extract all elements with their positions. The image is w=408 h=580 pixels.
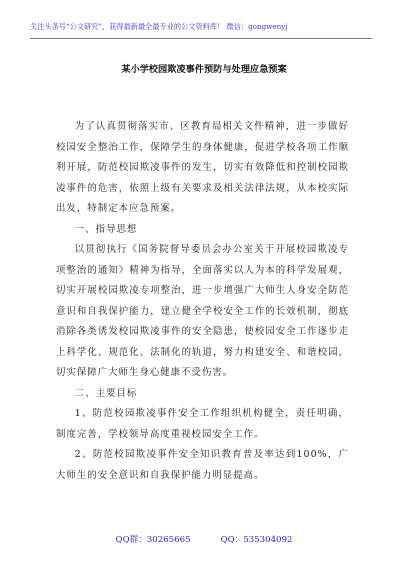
- header-divider: [30, 38, 372, 39]
- document-body: [56, 117, 349, 486]
- intro-paragraph: 为了认真贯彻落实市、区教育局相关文件精神，进一步做好校园安全整治工作，保障学生的身体健康，促进学校各项工作顺利开展，防范校园欺凌事件的发生，切实有效降低和控制校园欺凌事件的危害，依照上级有关要求及相关法律法规，从本校实际出发，特制定本应急预案。: [56, 121, 349, 214]
- page-header-notice: 关注头条号“公文研究”，获得最新最全最专业的公文资料库！ 微信：gongwenyj: [30, 22, 288, 31]
- goal-item-1: 1、防范校园欺凌事件安全工作组织机构健全，责任明确，制度完善，学校领导高度重视校园安全工作。: [56, 408, 349, 440]
- guiding-thought-paragraph: 以贯彻执行《国务院督导委员会办公室关于开展校园欺凌专项整治的通知》精神为指导，全面落实以人为本的科学发展观，切实开展校园欺凌专项整治，进一步增强广大师生人身安全防范意识和自我保护能力，建立健全学校安全工作的长效机制，彻底消除各类诱发校园欺凌事件的安全隐患，使校园安全工作逐步走上科学化、规范化、法制化的轨道，努力构建安全、和谐校园，切实保障广大师生身心健康不受伤害。: [56, 244, 349, 378]
- footer-qq-contact: QQ：535304092: [220, 535, 293, 545]
- footer-qq-group: QQ群：30265665: [115, 535, 191, 545]
- document-title: 某小学校园欺凌事件预防与处理应急预案: [121, 64, 287, 75]
- goal-item-2: 2、防范校园欺凌事件安全知识教育普及率达到100%，广大师生的安全意识和自我保护能力明显提高。: [56, 449, 349, 481]
- section-heading-main-goals: 二、主要目标: [74, 387, 138, 399]
- page-footer: [0, 534, 408, 546]
- section-heading-guiding-thought: 一、指导思想: [74, 223, 138, 235]
